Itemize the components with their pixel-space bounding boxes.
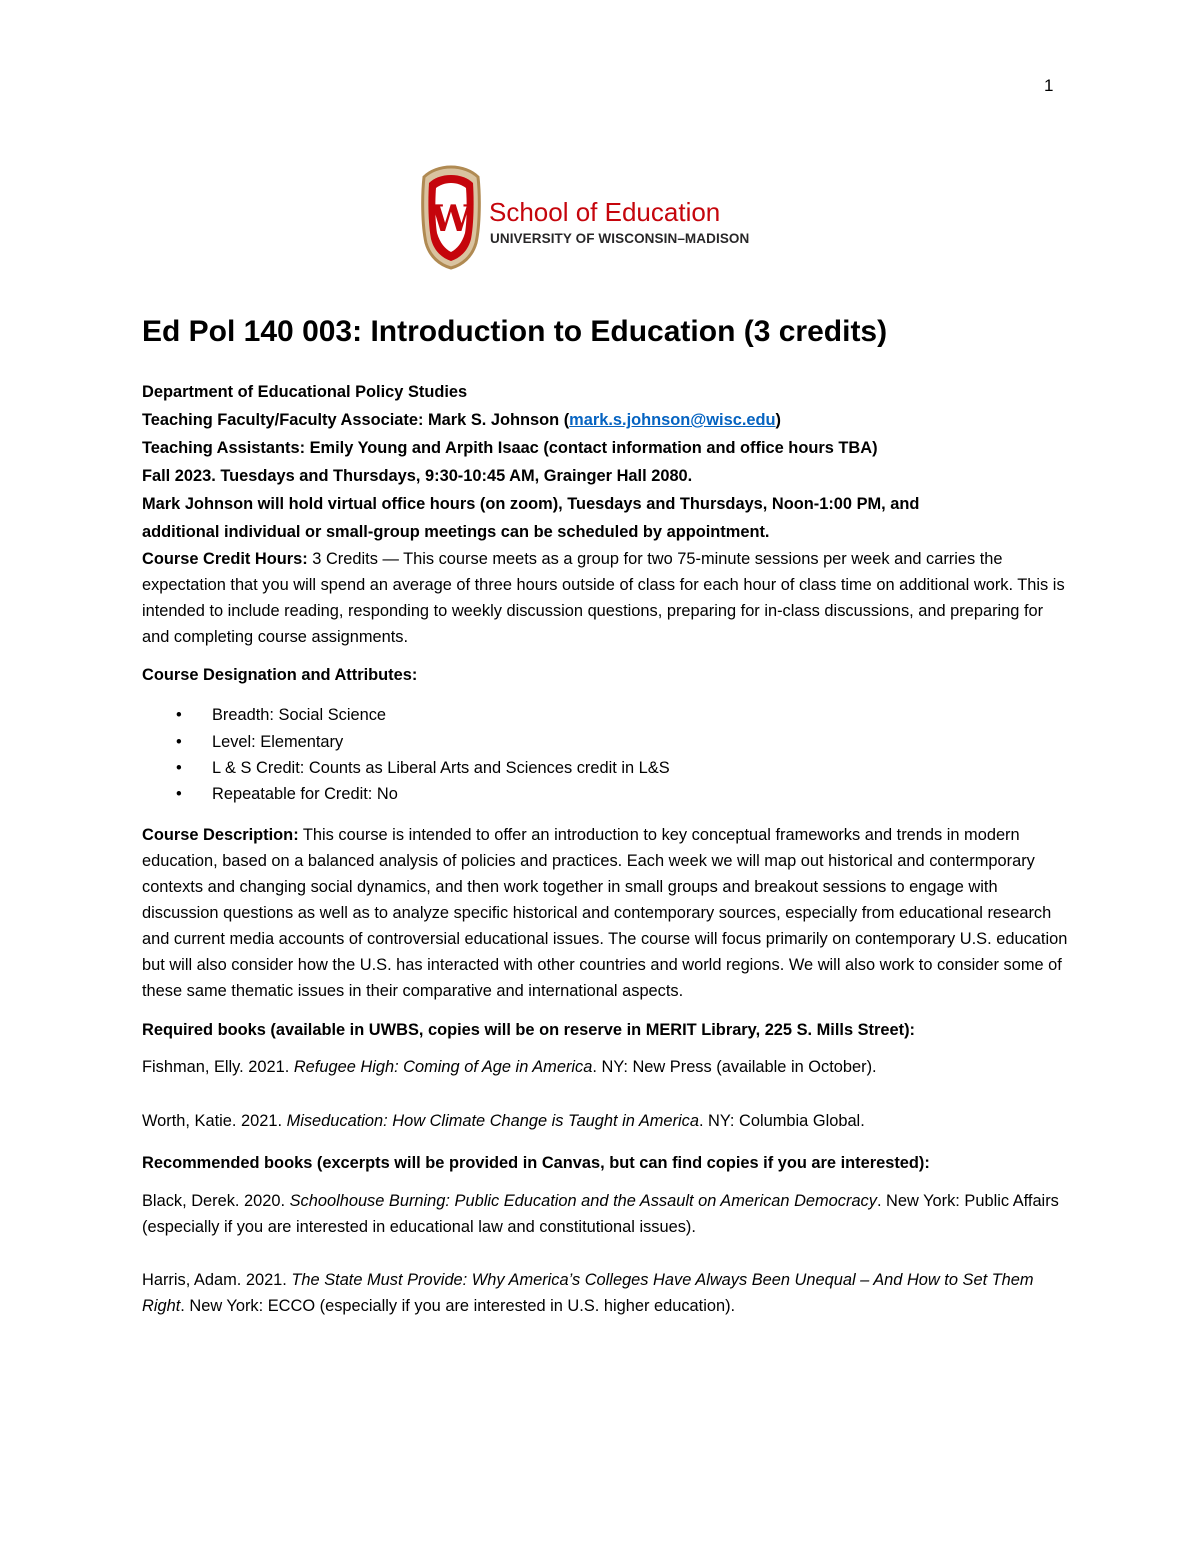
department-line: Department of Educational Policy Studies [142,383,468,401]
book-title: Miseducation: How Climate Change is Taught in America [286,1111,699,1130]
recommended-book-1: Black, Derek. 2020. Schoolhouse Burning: Public Education and the Assault on American Democracy. New York: Public Affairs (especially if you are interested in educational law and constitutional issues). [142,1191,1059,1236]
book-title: Refugee High: Coming of Age in America [293,1058,593,1077]
logo-school-name: School of Education [489,197,721,227]
required-book-1: Fishman, Elly. 2021. Refugee High: Coming of Age in America. NY: New Press (available in October). [142,1058,877,1077]
logo-university-name: UNIVERSITY OF WISCONSIN–MADISON [490,231,750,246]
page-number: 1 [1044,76,1054,95]
list-item: • Repeatable for Credit: No [142,781,1072,807]
designation-list [142,702,1072,807]
assistants-line: Teaching Assistants: Emily Young and Arpith Isaac (contact information and office hours TBA) [142,439,878,457]
faculty-email-link[interactable]: mark.s.johnson@wisc.edu [569,411,776,429]
credit-hours-paragraph [142,546,1072,650]
list-item: • Breadth: Social Science [142,702,1072,728]
school-logo [420,165,790,270]
schedule-line: Fall 2023. Tuesdays and Thursdays, 9:30-10:45 AM, Grainger Hall 2080. [142,467,693,485]
list-item: • L & S Credit: Counts as Liberal Arts and Sciences credit in L&S [142,755,1072,781]
office-hours-line-2: additional individual or small-group meetings can be scheduled by appointment. [142,523,770,541]
faculty-line [142,406,1072,434]
required-book-2: Worth, Katie. 2021. Miseducation: How Climate Change is Taught in America. NY: Columbia Global. [142,1111,865,1130]
bullet-icon: • [176,706,182,725]
designation-heading: Course Designation and Attributes: [142,666,418,685]
course-description-text: This course is intended to offer an introduction to key conceptual frameworks and trends in modern education, based on a balanced analysis of policies and practices. Each week we will map out historical and contermporary contexts and changing social dynamics, and then work together in small groups and breakout sessions to engage with discussion questions as well as to analyze specific historical and contemporary sources, especially from educational research and current media accounts of controversial educational issues. The course will focus primarily on contemporary U.S. education but will also consider how the U.S. has interacted with other countries and world regions. We will also work to consider some of these same thematic issues in their comparative and international aspects. [142,825,1068,1001]
recommended-book-2: Harris, Adam. 2021. The State Must Provide: Why America’s Colleges Have Always Been Unequal – And How to Set Them Right. New York: ECCO (especially if you are interested in U.S. higher education). [142,1270,1034,1315]
course-description-label: Course Description: [142,825,299,844]
credit-hours-text: 3 Credits — This course meets as a group for two 75-minute sessions per week and carries the expectation that you will spend an average of three hours outside of class for each hour of class time on additional work. This is intended to include reading, responding to weekly discussion questions, preparing for in-class discussions, and preparing for and completing course assignments. [142,550,1065,647]
credit-hours-label: Course Credit Hours: [142,550,308,568]
bullet-icon: • [176,785,182,804]
office-hours-line-1: Mark Johnson will hold virtual office hours (on zoom), Tuesdays and Thursdays, Noon-1:00 PM, and [142,495,920,513]
recommended-books-heading: Recommended books (excerpts will be provided in Canvas, but can find copies if you are interested): [142,1154,930,1173]
book-title: Schoolhouse Burning: Public Education and the Assault on American Democracy [289,1191,877,1210]
bullet-icon: • [176,732,182,751]
list-item: • Level: Elementary [142,729,1072,755]
faculty-label: Teaching Faculty/Faculty Associate: Mark S. Johnson ( [142,411,570,429]
crest-icon [420,165,482,270]
faculty-close: ) [775,411,781,429]
bullet-icon: • [176,759,182,778]
syllabus-body [142,378,1072,1320]
required-books-heading: Required books (available in UWBS, copies will be on reserve in MERIT Library, 225 S. Mills Street): [142,1021,915,1040]
book-title: The State Must Provide: Why America’s Colleges Have Always Been Unequal – And How to Set Them Right [142,1270,1034,1315]
course-description-paragraph [142,822,1072,1005]
page-title: Ed Pol 140 003: Introduction to Education (3 credits) [142,315,888,348]
crest-letter: W [430,198,472,240]
